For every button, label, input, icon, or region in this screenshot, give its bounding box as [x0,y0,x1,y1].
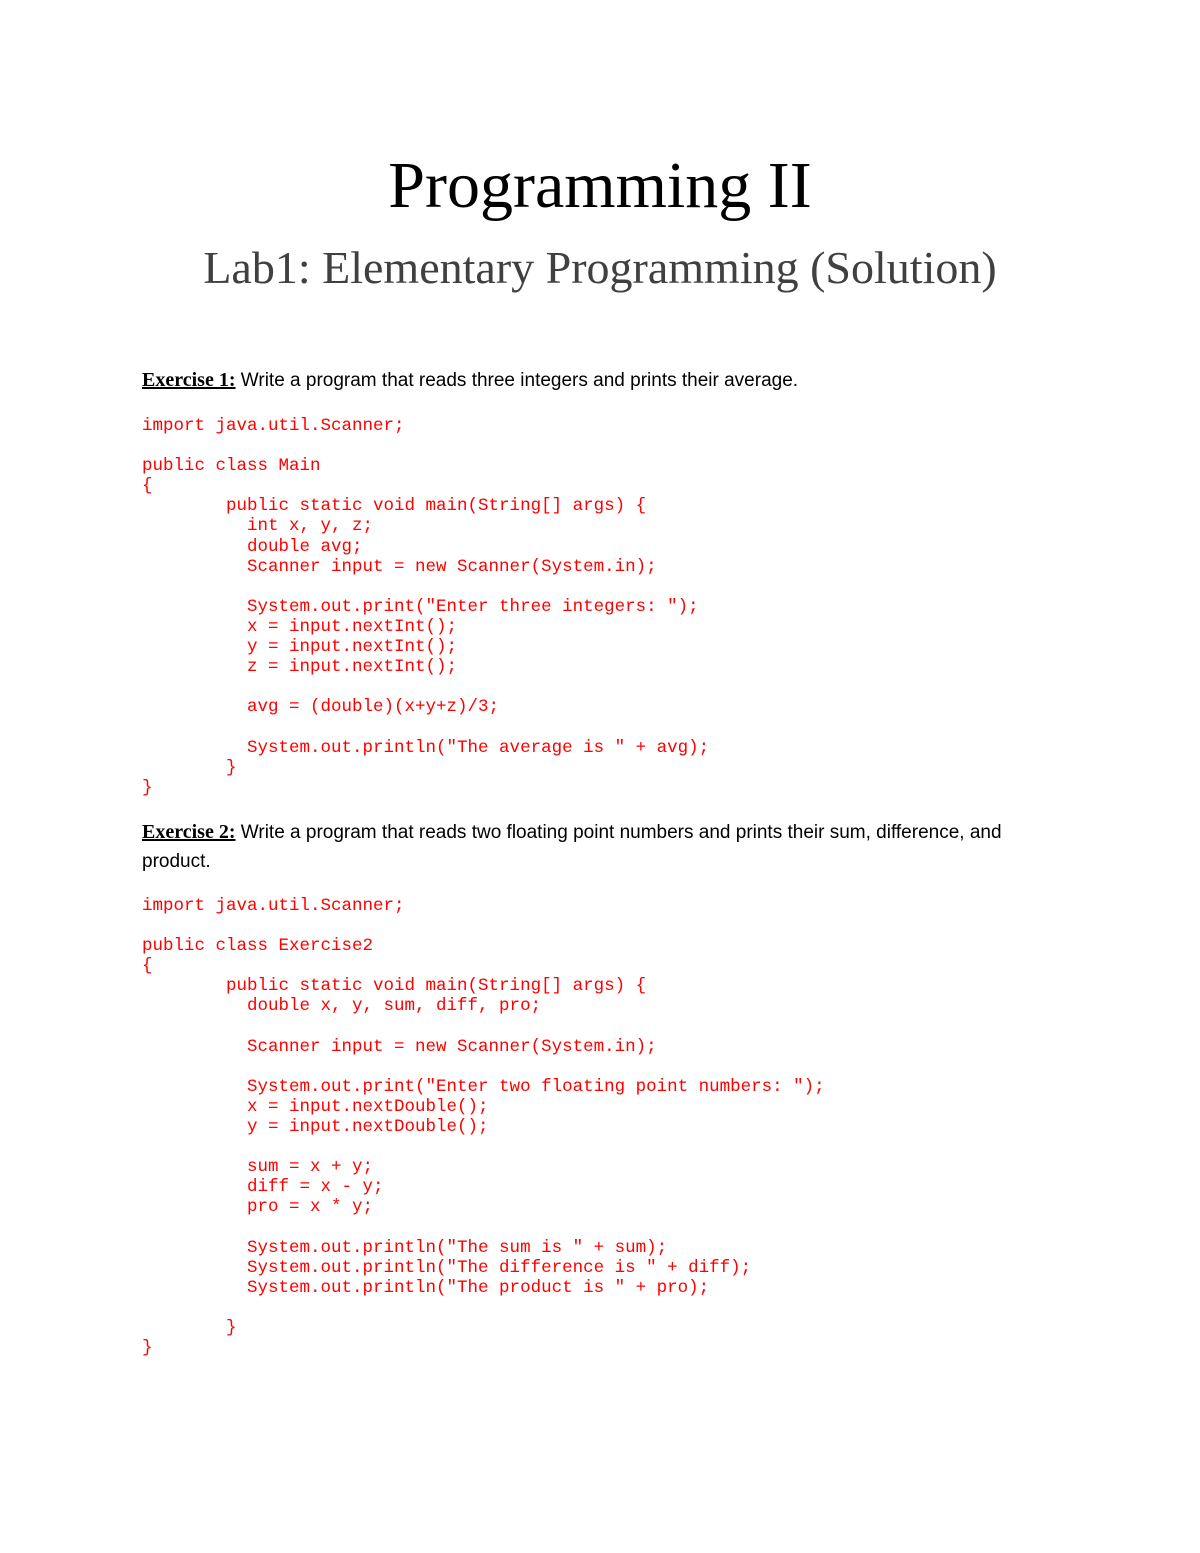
exercise-2-text: Write a program that reads two floating point numbers and prints their sum, difference, and product. [142,822,1002,872]
exercise-1-text: Write a program that reads three integers and prints their average. [240,370,799,391]
exercise-1-prompt [142,366,1072,395]
exercise-1-code: import java.util.Scanner; public class Main { public static void main(String[] args) { int x, y, z; double avg; Scanner input = new Scanner(System.in); System.out.print("Enter three integers: "); x = input.nextInt(); y = input.nextInt(); z = input.nextInt(); avg = (double)(x+y+z)/3; System.out.println("The average is " + avg); } } [142,416,710,798]
exercise-1-label: Exercise 1: [142,369,236,391]
exercise-2-label: Exercise 2: [142,821,236,843]
page-title: Programming II [388,149,812,222]
exercise-2-code: import java.util.Scanner; public class Exercise2 { public static void main(String[] args) { double x, y, sum, diff, pro; Scanner input = new Scanner(System.in); System.out.print("Enter two floating point numbers: "); x = input.nextDouble(); y = input.nextDouble(); sum = x + y; diff = x - y; pro = x * y; System.out.println("The sum is " + sum); System.out.println("The difference is " + diff); System.out.println("The product is " + pro); } } [142,896,825,1359]
exercise-2-prompt [142,818,1072,876]
page-subtitle: Lab1: Elementary Programming (Solution) [203,242,997,293]
